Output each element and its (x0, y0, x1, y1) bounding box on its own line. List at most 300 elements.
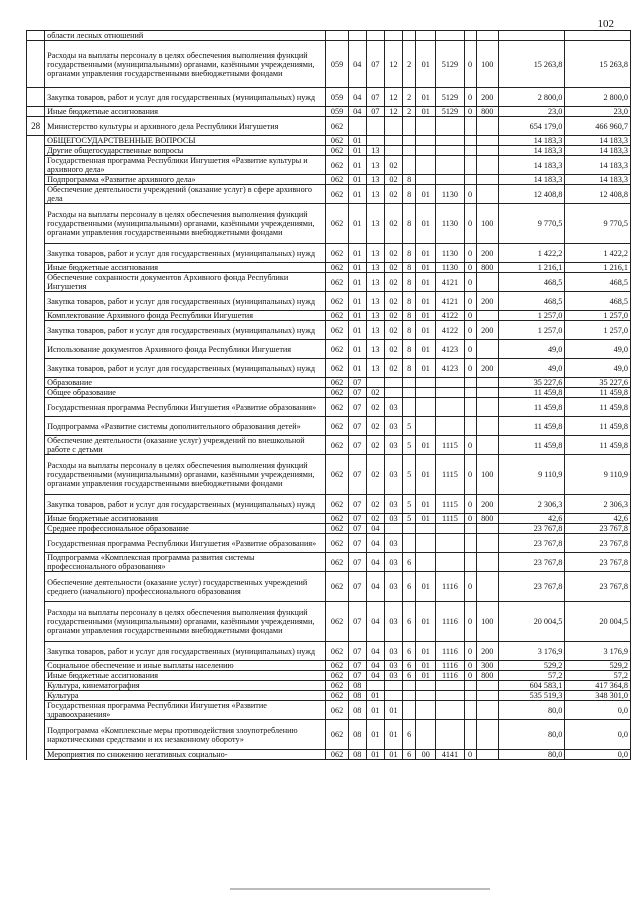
row-number (27, 340, 45, 359)
table-row (27, 136, 631, 146)
code-cell: 02 (384, 175, 402, 185)
code-cell: 02 (366, 495, 384, 514)
code-cell (436, 146, 464, 156)
code-cell: 07 (348, 602, 366, 642)
row-number (27, 602, 45, 642)
code-cell (416, 553, 436, 572)
code-cell: 6 (403, 720, 416, 750)
code-cell: 0 (464, 671, 476, 681)
code-cell (464, 524, 476, 534)
code-cell: 13 (366, 156, 384, 175)
table-row (27, 388, 631, 398)
code-cell: 04 (366, 602, 384, 642)
code-cell: 062 (326, 244, 348, 263)
amount-cell: 2 306,3 (565, 495, 631, 514)
amount-cell: 15 263,8 (565, 41, 631, 88)
amount-cell: 1 257,0 (565, 311, 631, 321)
code-cell: 03 (384, 602, 402, 642)
code-cell (403, 524, 416, 534)
row-number (27, 691, 45, 701)
code-cell: 01 (416, 107, 436, 117)
code-cell: 01 (348, 175, 366, 185)
code-cell: 01 (348, 136, 366, 146)
code-cell: 062 (326, 359, 348, 378)
code-cell (476, 156, 498, 175)
code-cell: 0 (464, 107, 476, 117)
amount-cell: 11 459,8 (498, 398, 565, 417)
amount-cell: 23 767,8 (498, 524, 565, 534)
code-cell: 03 (384, 534, 402, 553)
table-row (27, 661, 631, 671)
row-number (27, 185, 45, 204)
table-row (27, 321, 631, 340)
code-cell: 07 (348, 661, 366, 671)
row-number (27, 292, 45, 311)
code-cell: 13 (366, 340, 384, 359)
code-cell: 01 (416, 455, 436, 495)
amount-cell: 11 459,8 (565, 417, 631, 436)
code-cell (464, 417, 476, 436)
amount-cell: 57,2 (498, 671, 565, 681)
code-cell: 200 (476, 642, 498, 661)
code-cell (403, 388, 416, 398)
code-cell: 100 (476, 204, 498, 244)
code-cell: 062 (326, 175, 348, 185)
code-cell: 02 (366, 388, 384, 398)
code-cell: 1116 (436, 661, 464, 671)
code-cell: 07 (348, 455, 366, 495)
code-cell: 0 (464, 244, 476, 263)
amount-cell: 11 459,8 (498, 388, 565, 398)
code-cell: 062 (326, 156, 348, 175)
code-cell (436, 378, 464, 388)
code-cell: 4122 (436, 311, 464, 321)
code-cell (416, 681, 436, 691)
code-cell: 062 (326, 398, 348, 417)
code-cell (476, 136, 498, 146)
code-cell: 01 (384, 750, 402, 760)
table-row (27, 117, 631, 136)
code-cell (476, 117, 498, 136)
code-cell (476, 436, 498, 455)
item-name: Мероприятия по снижению негативных социально- (45, 750, 326, 760)
amount-cell: 529,2 (498, 661, 565, 671)
code-cell: 0 (464, 642, 476, 661)
item-name: Использование документов Архивного фонда Республики Ингушетия (45, 340, 326, 359)
code-cell (436, 398, 464, 417)
table-row (27, 88, 631, 107)
amount-cell: 1 422,2 (565, 244, 631, 263)
code-cell: 100 (476, 602, 498, 642)
code-cell (366, 681, 384, 691)
code-cell: 01 (348, 244, 366, 263)
code-cell: 6 (403, 572, 416, 602)
code-cell: 8 (403, 340, 416, 359)
row-number (27, 671, 45, 681)
code-cell: 4123 (436, 359, 464, 378)
code-cell (436, 136, 464, 146)
code-cell: 13 (366, 359, 384, 378)
table-row (27, 691, 631, 701)
row-number (27, 321, 45, 340)
code-cell (384, 146, 402, 156)
code-cell (436, 534, 464, 553)
table-row (27, 263, 631, 273)
code-cell: 062 (326, 602, 348, 642)
code-cell (384, 378, 402, 388)
item-name: Закупка товаров, работ и услуг для государственных (муниципальных) нужд (45, 359, 326, 378)
code-cell: 03 (384, 661, 402, 671)
table-row (27, 417, 631, 436)
code-cell: 5 (403, 417, 416, 436)
code-cell: 0 (464, 602, 476, 642)
code-cell: 8 (403, 359, 416, 378)
item-name: Обеспечение деятельности учреждений (оказание услуг) в сфере архивного дела (45, 185, 326, 204)
code-cell (436, 117, 464, 136)
row-number (27, 273, 45, 292)
code-cell: 062 (326, 671, 348, 681)
code-cell: 01 (416, 514, 436, 524)
code-cell (476, 398, 498, 417)
item-name: Закупка товаров, работ и услуг для государственных (муниципальных) нужд (45, 642, 326, 661)
item-name: Подпрограмма «Комплексные меры противодействия злоупотреблению наркотическими средствами и их незаконному обороту» (45, 720, 326, 750)
code-cell (476, 750, 498, 760)
code-cell: 01 (416, 41, 436, 88)
code-cell: 02 (384, 273, 402, 292)
row-number (27, 572, 45, 602)
code-cell (476, 146, 498, 156)
table-row (27, 602, 631, 642)
amount-cell (565, 31, 631, 41)
item-name: Комплектование Архивного фонда Республики Ингушетия (45, 311, 326, 321)
code-cell (464, 398, 476, 417)
code-cell (476, 534, 498, 553)
table-row (27, 107, 631, 117)
code-cell: 02 (384, 244, 402, 263)
table-row (27, 398, 631, 417)
code-cell: 5 (403, 455, 416, 495)
amount-cell: 23 767,8 (565, 534, 631, 553)
code-cell (464, 388, 476, 398)
item-name: Закупка товаров, работ и услуг для государственных (муниципальных) нужд (45, 292, 326, 311)
table-row (27, 204, 631, 244)
code-cell: 062 (326, 436, 348, 455)
table-row (27, 156, 631, 175)
code-cell: 1115 (436, 514, 464, 524)
row-number (27, 514, 45, 524)
code-cell: 062 (326, 720, 348, 750)
row-number (27, 136, 45, 146)
code-cell: 062 (326, 263, 348, 273)
code-cell (436, 553, 464, 572)
code-cell: 01 (416, 273, 436, 292)
code-cell: 100 (476, 41, 498, 88)
code-cell (403, 398, 416, 417)
row-number (27, 455, 45, 495)
amount-cell: 9 110,9 (565, 455, 631, 495)
row-number (27, 417, 45, 436)
amount-cell: 468,5 (565, 273, 631, 292)
code-cell: 03 (384, 642, 402, 661)
code-cell: 062 (326, 534, 348, 553)
code-cell: 01 (366, 691, 384, 701)
code-cell (476, 388, 498, 398)
code-cell: 04 (366, 553, 384, 572)
row-number (27, 107, 45, 117)
code-cell: 13 (366, 263, 384, 273)
code-cell: 1115 (436, 455, 464, 495)
code-cell (403, 117, 416, 136)
code-cell (476, 553, 498, 572)
code-cell: 8 (403, 263, 416, 273)
code-cell: 4123 (436, 340, 464, 359)
code-cell: 04 (366, 572, 384, 602)
code-cell (464, 117, 476, 136)
code-cell: 8 (403, 244, 416, 263)
code-cell (403, 701, 416, 720)
table-row (27, 572, 631, 602)
code-cell: 300 (476, 661, 498, 671)
code-cell (436, 524, 464, 534)
code-cell (436, 701, 464, 720)
code-cell: 03 (384, 455, 402, 495)
code-cell: 200 (476, 359, 498, 378)
code-cell: 6 (403, 642, 416, 661)
code-cell (476, 378, 498, 388)
code-cell: 01 (348, 359, 366, 378)
table-row (27, 31, 631, 41)
item-name: области лесных отношений (45, 31, 326, 41)
code-cell (464, 136, 476, 146)
code-cell (416, 398, 436, 417)
table-row (27, 41, 631, 88)
code-cell: 0 (464, 359, 476, 378)
code-cell: 08 (348, 750, 366, 760)
table-row (27, 750, 631, 760)
code-cell (464, 156, 476, 175)
table-row (27, 292, 631, 311)
code-cell: 0 (464, 514, 476, 524)
page-number: 102 (597, 18, 614, 30)
code-cell: 02 (384, 340, 402, 359)
amount-cell: 42,6 (498, 514, 565, 524)
code-cell: 062 (326, 455, 348, 495)
code-cell: 062 (326, 572, 348, 602)
table-row (27, 340, 631, 359)
code-cell: 01 (384, 701, 402, 720)
amount-cell: 23,0 (565, 107, 631, 117)
code-cell (436, 156, 464, 175)
item-name: Иные бюджетные ассигнования (45, 263, 326, 273)
item-name: Иные бюджетные ассигнования (45, 671, 326, 681)
table-row (27, 720, 631, 750)
code-cell: 062 (326, 514, 348, 524)
code-cell: 07 (348, 378, 366, 388)
code-cell (464, 720, 476, 750)
code-cell: 1116 (436, 572, 464, 602)
code-cell: 062 (326, 524, 348, 534)
row-number (27, 263, 45, 273)
code-cell: 062 (326, 117, 348, 136)
code-cell: 2 (403, 41, 416, 88)
table-row (27, 495, 631, 514)
code-cell: 200 (476, 88, 498, 107)
item-name: Среднее профессиональное образование (45, 524, 326, 534)
code-cell (476, 701, 498, 720)
code-cell: 01 (348, 321, 366, 340)
code-cell: 6 (403, 671, 416, 681)
code-cell: 8 (403, 273, 416, 292)
code-cell: 04 (366, 671, 384, 681)
code-cell: 12 (384, 107, 402, 117)
code-cell: 1116 (436, 642, 464, 661)
code-cell: 100 (476, 455, 498, 495)
code-cell: 0 (464, 41, 476, 88)
code-cell: 062 (326, 146, 348, 156)
table-row (27, 534, 631, 553)
item-name: Расходы на выплаты персоналу в целях обеспечения выполнения функций государственными (муниципальными) органами, казёнными учреждениями, органами управления государственными внебюджетными фондами (45, 455, 326, 495)
amount-cell: 9 770,5 (498, 204, 565, 244)
amount-cell: 12 408,8 (498, 185, 565, 204)
row-number (27, 495, 45, 514)
table-row (27, 524, 631, 534)
row-number (27, 156, 45, 175)
code-cell (384, 388, 402, 398)
code-cell: 07 (348, 553, 366, 572)
code-cell: 4141 (436, 750, 464, 760)
code-cell: 1130 (436, 204, 464, 244)
code-cell (384, 524, 402, 534)
amount-cell: 49,0 (565, 359, 631, 378)
amount-cell: 20 004,5 (498, 602, 565, 642)
code-cell (326, 31, 348, 41)
code-cell (403, 534, 416, 553)
amount-cell: 20 004,5 (565, 602, 631, 642)
amount-cell: 14 183,3 (565, 175, 631, 185)
code-cell: 062 (326, 378, 348, 388)
amount-cell: 14 183,3 (565, 146, 631, 156)
code-cell: 01 (348, 292, 366, 311)
amount-cell: 23 767,8 (565, 553, 631, 572)
code-cell (436, 417, 464, 436)
code-cell (464, 681, 476, 691)
code-cell (436, 681, 464, 691)
code-cell (366, 31, 384, 41)
table-row (27, 244, 631, 263)
table-row (27, 436, 631, 455)
code-cell (416, 691, 436, 701)
code-cell: 0 (464, 311, 476, 321)
code-cell: 8 (403, 175, 416, 185)
code-cell: 08 (348, 720, 366, 750)
amount-cell: 1 257,0 (498, 321, 565, 340)
code-cell (464, 378, 476, 388)
code-cell (416, 534, 436, 553)
code-cell: 13 (366, 292, 384, 311)
amount-cell: 468,5 (498, 273, 565, 292)
code-cell: 03 (384, 436, 402, 455)
code-cell: 01 (416, 495, 436, 514)
code-cell: 1130 (436, 263, 464, 273)
item-name: Подпрограмма «Развитие архивного дела» (45, 175, 326, 185)
code-cell: 062 (326, 292, 348, 311)
code-cell: 062 (326, 185, 348, 204)
amount-cell: 35 227,6 (498, 378, 565, 388)
table-row (27, 642, 631, 661)
code-cell: 5129 (436, 41, 464, 88)
amount-cell: 49,0 (498, 359, 565, 378)
code-cell: 062 (326, 750, 348, 760)
item-name: Закупка товаров, работ и услуг для государственных (муниципальных) нужд (45, 244, 326, 263)
amount-cell: 348 301,0 (565, 691, 631, 701)
code-cell: 062 (326, 204, 348, 244)
code-cell: 01 (416, 340, 436, 359)
amount-cell: 11 459,8 (498, 436, 565, 455)
table-row (27, 671, 631, 681)
amount-cell: 35 227,6 (565, 378, 631, 388)
code-cell (476, 273, 498, 292)
amount-cell: 14 183,3 (565, 136, 631, 146)
code-cell: 04 (348, 107, 366, 117)
code-cell (464, 175, 476, 185)
row-number (27, 204, 45, 244)
code-cell: 02 (384, 311, 402, 321)
code-cell: 01 (348, 263, 366, 273)
code-cell: 2 (403, 107, 416, 117)
code-cell: 03 (384, 572, 402, 602)
amount-cell: 2 306,3 (498, 495, 565, 514)
code-cell: 01 (416, 204, 436, 244)
code-cell: 8 (403, 311, 416, 321)
code-cell (416, 156, 436, 175)
row-number (27, 642, 45, 661)
code-cell: 062 (326, 273, 348, 292)
code-cell: 13 (366, 185, 384, 204)
code-cell: 062 (326, 495, 348, 514)
row-number (27, 175, 45, 185)
code-cell (384, 117, 402, 136)
row-number (27, 311, 45, 321)
code-cell (416, 378, 436, 388)
code-cell: 13 (366, 175, 384, 185)
code-cell: 6 (403, 553, 416, 572)
code-cell: 04 (348, 88, 366, 107)
code-cell (476, 681, 498, 691)
amount-cell: 15 263,8 (498, 41, 565, 88)
amount-cell: 14 183,3 (498, 146, 565, 156)
item-name: Министерство культуры и архивного дела Республики Ингушетия (45, 117, 326, 136)
table-row (27, 553, 631, 572)
code-cell (476, 31, 498, 41)
code-cell (403, 31, 416, 41)
code-cell: 01 (416, 671, 436, 681)
amount-cell: 23 767,8 (565, 572, 631, 602)
code-cell: 13 (366, 244, 384, 263)
code-cell: 00 (416, 750, 436, 760)
code-cell: 12 (384, 88, 402, 107)
code-cell: 8 (403, 292, 416, 311)
code-cell: 04 (366, 661, 384, 671)
code-cell: 059 (326, 107, 348, 117)
code-cell: 01 (416, 263, 436, 273)
code-cell: 800 (476, 671, 498, 681)
code-cell: 0 (464, 340, 476, 359)
item-name: Иные бюджетные ассигнования (45, 107, 326, 117)
code-cell: 07 (348, 514, 366, 524)
code-cell: 01 (366, 750, 384, 760)
code-cell: 07 (348, 671, 366, 681)
code-cell: 062 (326, 388, 348, 398)
